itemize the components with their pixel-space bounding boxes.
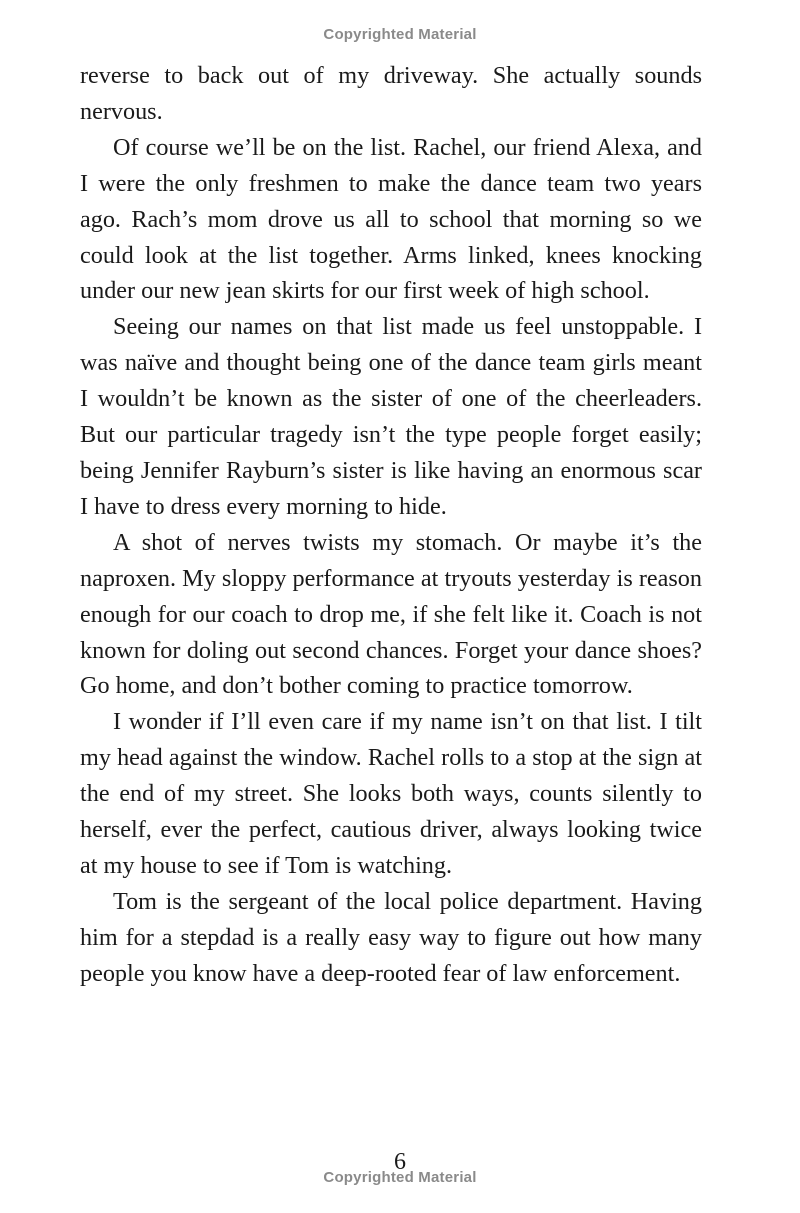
copyright-watermark-bottom: Copyrighted Material — [323, 1169, 477, 1186]
paragraph: reverse to back out of my driveway. She actually sounds nervous. — [80, 62, 702, 125]
page-number: 6 — [394, 1149, 406, 1175]
paragraph: Tom is the sergeant of the local police department. Having him for a stepdad is a really easy way to figure out how many people you know have a deep-rooted fear of law enforcement. — [80, 887, 702, 987]
paragraph: Of course we’ll be on the list. Rachel, our friend Alexa, and I were the only freshmen to make the dance team two years ago. Rach’s mom drove us all to school that morning so we could look at the list together. Arms linked, knees knocking under our new jean skirts for our first week of high school. — [80, 133, 702, 305]
paragraph: I wonder if I’ll even care if my name isn’t on that list. I tilt my head against the window. Rachel rolls to a stop at the sign at the end of my street. She looks both ways, counts silently to herself, ever the perfect, cautious driver, always looking twice at my house to see if Tom is watching. — [80, 708, 702, 879]
paragraph: A shot of nerves twists my stomach. Or maybe it’s the naproxen. My sloppy performance at tryouts yesterday is reason enough for our coach to drop me, if she felt like it. Coach is not known for doling out second chances. Forget your dance shoes? Go home, and don’t bother coming to practice tomorrow. — [80, 528, 702, 700]
copyright-watermark-top: Copyrighted Material — [323, 26, 477, 43]
paragraph: Seeing our names on that list made us feel unstoppable. I was naïve and thought being one of the dance team girls meant I wouldn’t be known as the sister of one of the cheerleaders. But our particular tragedy isn’t the type people forget easily; being Jennifer Rayburn’s sister is like having an enormous scar I have to dress every morning to hide. — [80, 313, 702, 520]
body-text — [80, 58, 702, 992]
